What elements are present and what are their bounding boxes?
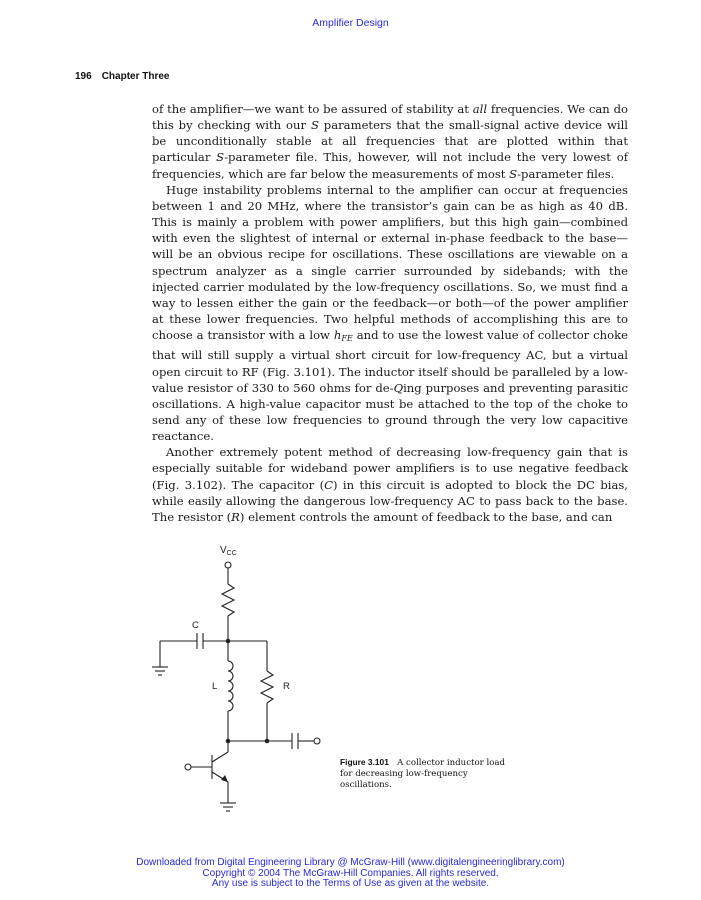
figure-caption	[340, 757, 510, 791]
italic-run: R	[231, 509, 240, 524]
text-run: of the amplifier—we want to be assured of stability at	[152, 102, 473, 116]
italic-run: S	[216, 150, 225, 165]
text-run: ) element controls the amount of feedback to the base, and can	[239, 509, 613, 524]
paragraph-1	[152, 101, 628, 182]
text-run: -parameter file. This, however, will not include the very lowest of frequencies, which are far below the measurements of most	[152, 150, 628, 181]
vcc-terminal	[225, 562, 231, 568]
transistor-collector	[212, 752, 228, 762]
book-title-link[interactable]: Amplifier Design	[312, 17, 389, 29]
text-run: -parameter files.	[517, 166, 615, 181]
text-run: Another extremely potent method of decreasing low-frequency gain that is especially suitable for wideband power amplifiers is to use negative feedback (Fig. 3.102). The capacitor (	[152, 445, 628, 492]
italic-run: h	[333, 328, 342, 343]
resistor-label: R	[283, 681, 290, 692]
circuit-figure	[150, 540, 340, 815]
paragraph-3	[152, 444, 628, 525]
italic-run: all	[472, 102, 488, 116]
chapter-title: Chapter Three	[101, 71, 170, 82]
output-terminal	[314, 738, 320, 744]
capacitor-label: C	[192, 620, 199, 631]
italic-run: S	[310, 118, 319, 133]
vcc-label: $V_{CC}$	[220, 545, 237, 557]
figure-caption-text: A collector inductor load for decreasing low-frequency oscillations.	[340, 758, 506, 790]
italic-run: Q	[393, 380, 404, 395]
resistor-r	[261, 671, 273, 703]
footer-download-link[interactable]: Downloaded from Digital Engineering Library @ McGraw-Hill (www.digitalengineeringlibrary.com)	[136, 857, 565, 868]
text-run: Huge instability problems internal to the amplifier can occur at frequencies between 1 and 20 MHz, where the transistor’s gain can be as high as 40 dB. This is mainly a problem with power amplifiers, but this high gain—combined with even the slightest of internal or external in-phase feedback to the base—will be an obvious recipe for oscillations. These oscillations are viewable on a spectrum analyzer as a single carrier surrounded by sidebands; with the injected carrier modulated by the low-frequency oscillations. So, we must find a way to lessen either the gain or the feedback—or both—of the power amplifier at these lower frequencies. Two helpful methods of accomplishing this are to choose a transistor with a low	[152, 182, 628, 343]
text-run: and to use the lowest value of collector choke that will still supply a virtual short circuit for low-frequency AC, but a virtual open circuit to RF (Fig. 3.101). The inductor itself should be paralleled by a low-value resistor of 330 to 560 ohms for de-	[152, 328, 628, 395]
footer-copyright: Copyright © 2004 The McGraw-Hill Companies. All rights reserved.	[202, 867, 499, 879]
subscript-run: FE	[341, 334, 353, 344]
input-terminal	[185, 764, 191, 770]
text-run: ) in this circuit is adopted to block the DC bias, while easily allowing the dangerous low-frequency AC to pass back to the base. The resistor (	[152, 477, 628, 524]
text-run: parameters that the small-signal active device will be unconditionally stable at all frequencies that are plotted within that particular	[152, 118, 628, 165]
junction-dot	[265, 739, 270, 744]
inductor-l	[228, 661, 233, 711]
junction-dot	[226, 639, 231, 644]
italic-run: C	[324, 477, 333, 492]
running-head	[75, 71, 169, 82]
page-number: 196	[75, 71, 92, 82]
circuit-diagram	[150, 540, 340, 815]
inductor-label: L	[212, 681, 218, 692]
junction-dot	[226, 739, 231, 744]
text-run: frequencies. We can do this by checking with our	[152, 102, 628, 133]
figure-number: Figure 3.101	[340, 757, 389, 767]
supply-resistor	[222, 584, 234, 616]
body-text	[152, 101, 628, 525]
text-run: ing purposes and preventing parasitic oscillations. A high-value capacitor must be attached to the top of the choke to send any of these low frequencies to ground through the very low capacitive reactance.	[152, 380, 629, 444]
footer	[0, 858, 701, 890]
italic-run: S	[509, 166, 518, 181]
footer-terms-link[interactable]: Any use is subject to the Terms of Use as given at the website.	[211, 878, 490, 889]
paragraph-2	[152, 182, 628, 445]
